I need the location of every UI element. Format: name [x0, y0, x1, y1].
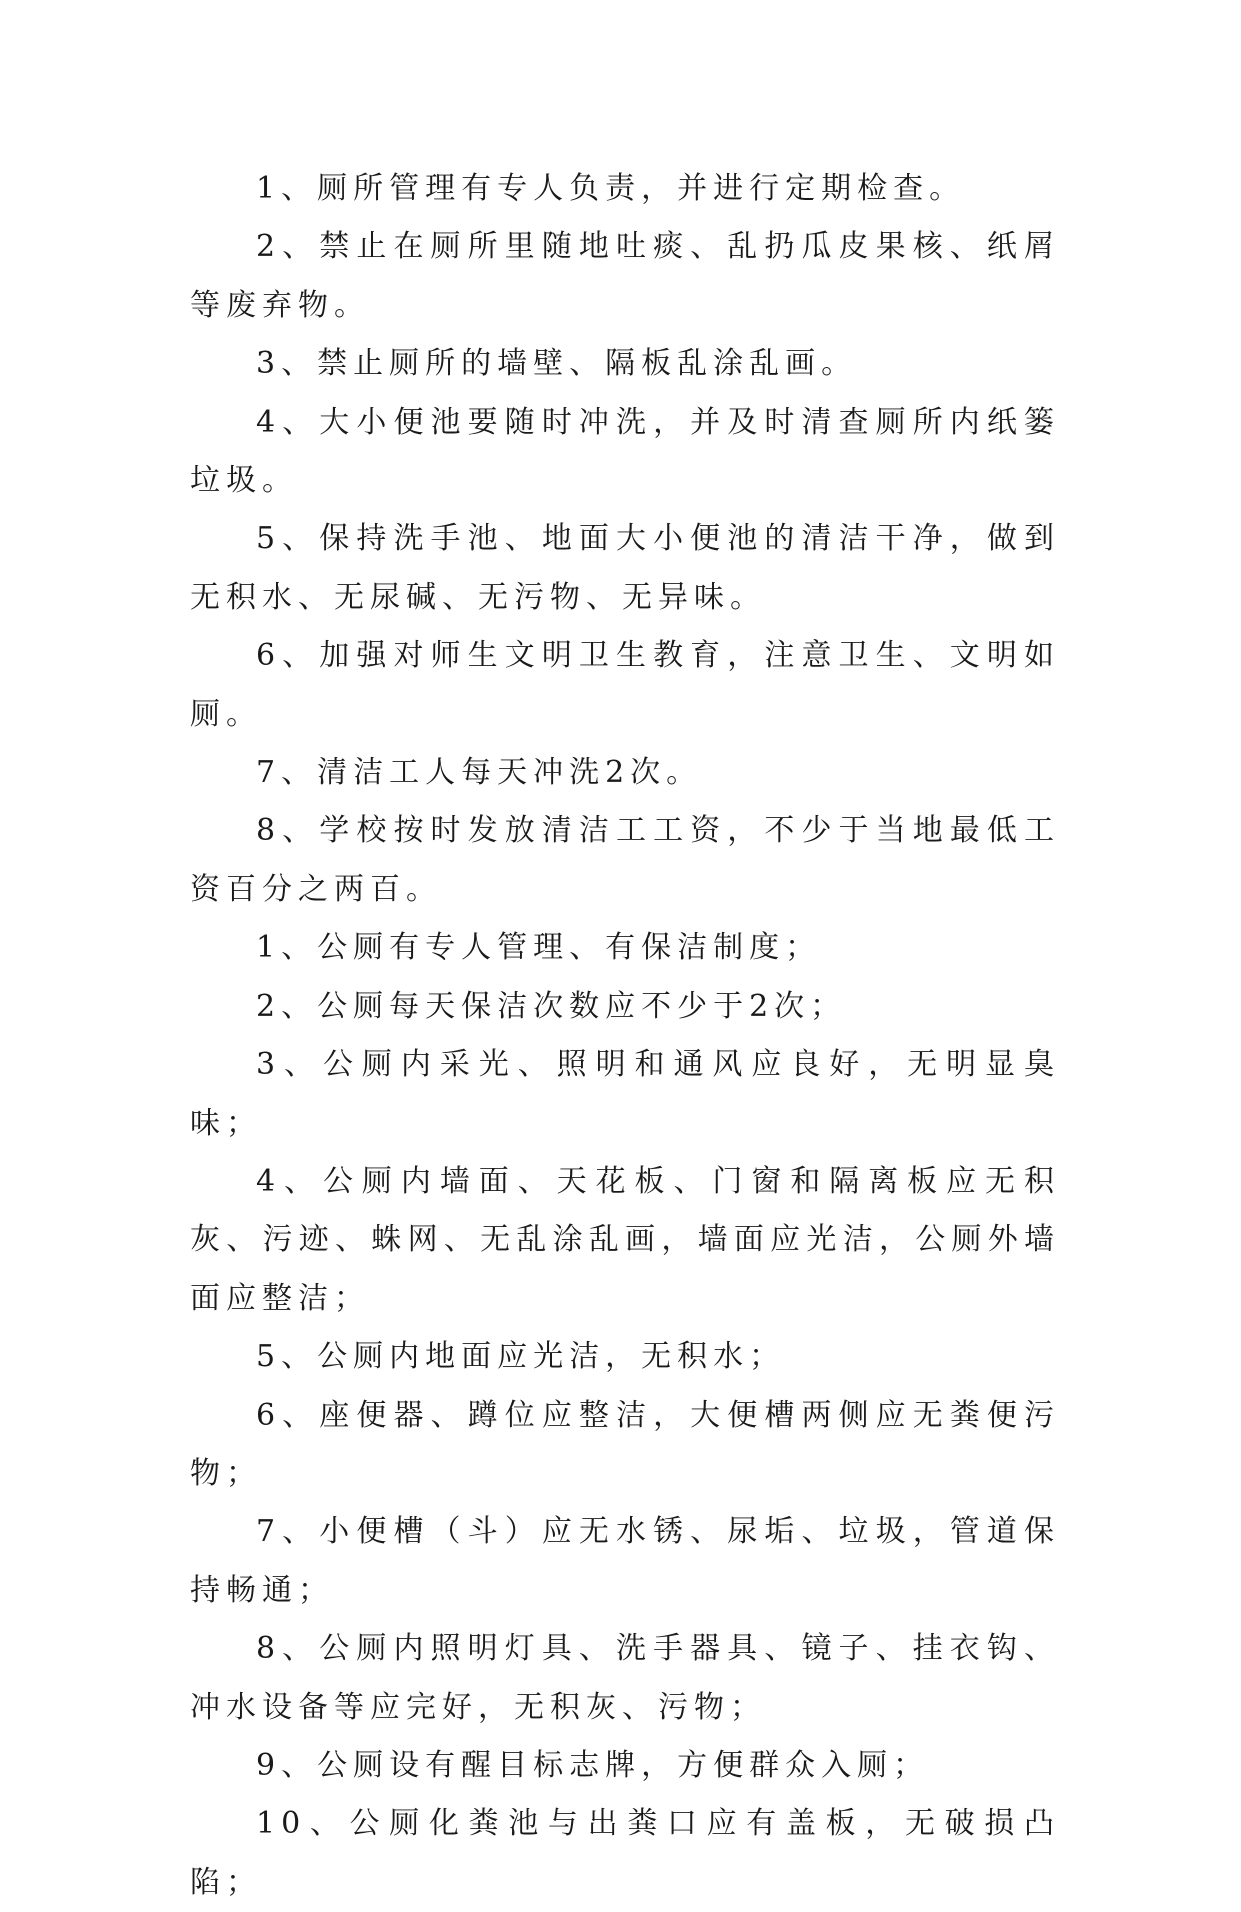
paragraph-public-toilet-5: 5、公厕内地面应光洁，无积水；	[256, 1339, 786, 1375]
paragraph-public-toilet-3: 3、公厕内采光、照明和通风应良好，无明显臭味；	[190, 1047, 1060, 1141]
paragraph-public-toilet-10: 10、公厕化粪池与出粪口应有盖板，无破损凸陷；	[190, 1806, 1060, 1900]
paragraph-rule-7: 7、清洁工人每天冲洗2次。	[256, 755, 703, 791]
paragraph-public-toilet-8: 8、公厕内照明灯具、洗手器具、镜子、挂衣钩、冲水设备等应完好，无积灰、污物；	[190, 1631, 1060, 1725]
document-body	[190, 160, 1060, 1912]
paragraph-public-toilet-9: 9、公厕设有醒目标志牌，方便群众入厕；	[256, 1747, 930, 1783]
paragraph-public-toilet-1: 1、公厕有专人管理、有保洁制度；	[256, 930, 822, 966]
paragraph-rule-8: 8、学校按时发放清洁工工资，不少于当地最低工资百分之两百。	[190, 813, 1060, 907]
paragraph-public-toilet-6: 6、座便器、蹲位应整洁，大便槽两侧应无粪便污物；	[190, 1397, 1060, 1491]
paragraph-rule-1: 1、厕所管理有专人负责，并进行定期检查。	[256, 171, 966, 206]
paragraph-rule-2: 2、禁止在厕所里随地吐痰、乱扔瓜皮果核、纸屑等废弃物。	[190, 229, 1060, 323]
paragraph-rule-4: 4、大小便池要随时冲洗，并及时清查厕所内纸篓垃圾。	[190, 404, 1060, 499]
paragraph-public-toilet-7: 7、小便槽（斗）应无水锈、尿垢、垃圾，管道保持畅通；	[190, 1514, 1060, 1608]
paragraph-public-toilet-2: 2、公厕每天保洁次数应不少于2次；	[256, 988, 847, 1024]
paragraph-rule-3: 3、禁止厕所的墙壁、隔板乱涂乱画。	[256, 346, 858, 382]
paragraph-public-toilet-4: 4、公厕内墙面、天花板、门窗和隔离板应无积灰、污迹、蛛网、无乱涂乱画，墙面应光洁，公厕外墙面应整洁；	[190, 1163, 1060, 1316]
paragraph-rule-6: 6、加强对师生文明卫生教育，注意卫生、文明如厕。	[190, 638, 1060, 732]
paragraph-rule-5: 5、保持洗手池、地面大小便池的清洁干净，做到无积水、无尿碱、无污物、无异味。	[190, 521, 1060, 615]
